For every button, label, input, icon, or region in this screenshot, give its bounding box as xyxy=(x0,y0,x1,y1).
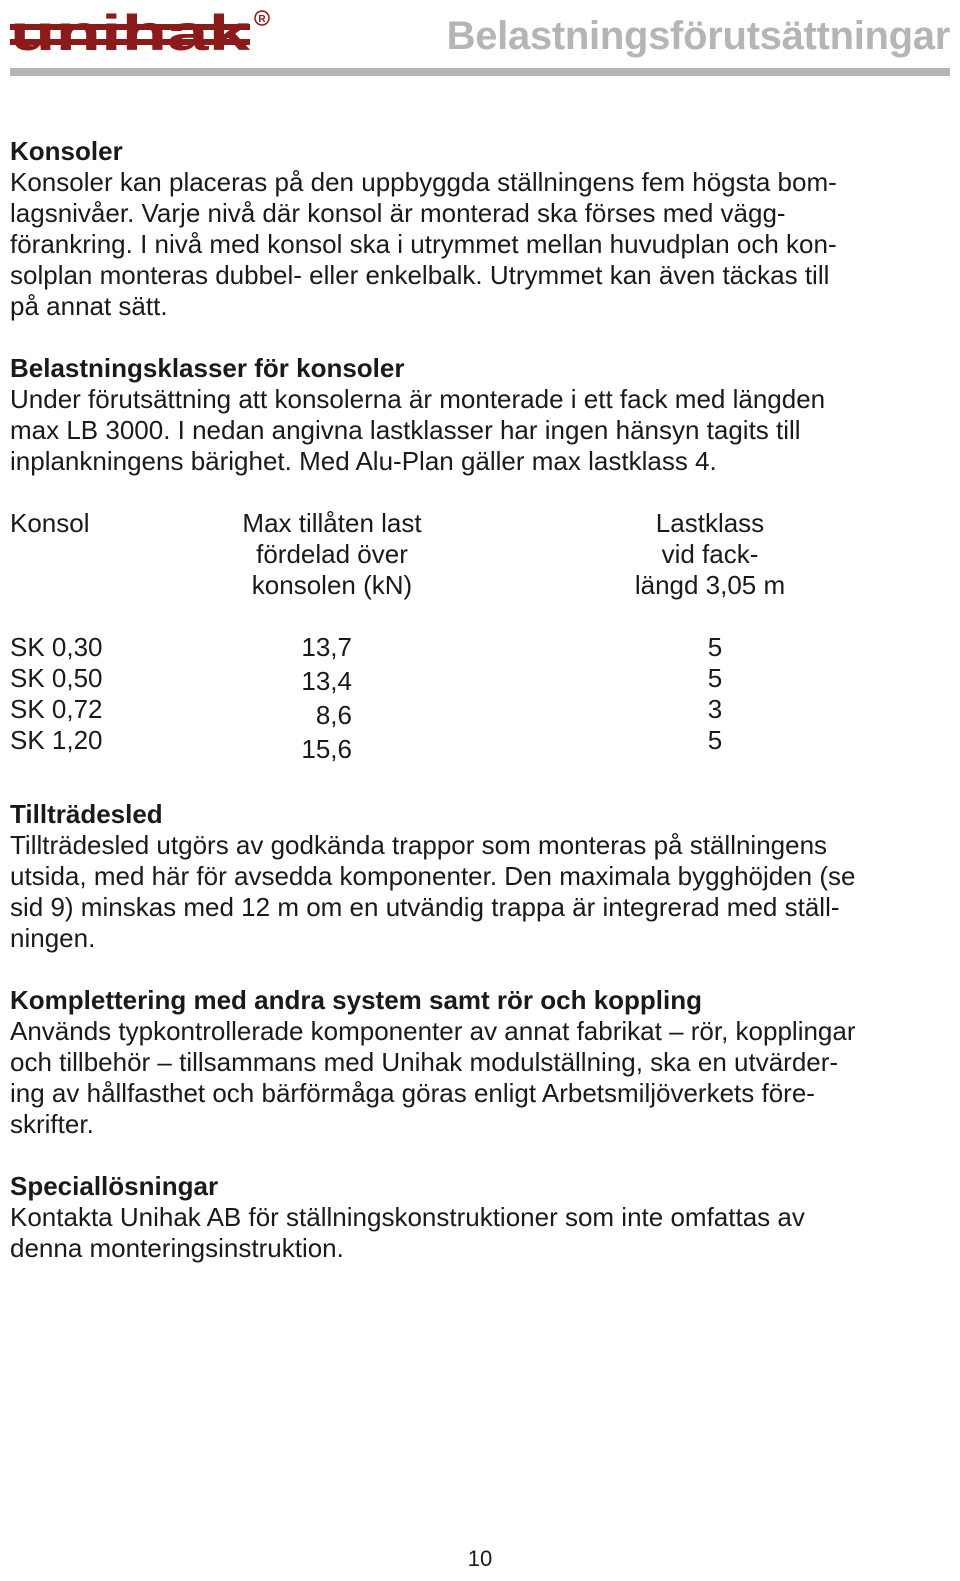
paragraph-line: Kontakta Unihak AB för ställningskonstruktioner som inte omfattas av xyxy=(10,1202,805,1232)
table-row xyxy=(10,632,950,663)
paragraph-line: max LB 3000. I nedan angivna lastklasser har ingen hänsyn tagits till xyxy=(10,415,801,445)
konsol-cell: SK 1,20 xyxy=(10,725,103,755)
column-header-konsol xyxy=(10,508,90,539)
header-line: Max tillåten last xyxy=(242,508,422,538)
section-paragraph xyxy=(10,1202,950,1264)
header-line: fördelad över xyxy=(256,539,408,569)
section-heading: Konsoler xyxy=(10,136,123,166)
paragraph-line: Tillträdesled utgörs av godkända trappor som monteras på ställningens xyxy=(10,830,828,860)
table-row xyxy=(10,663,950,694)
paragraph-line: och tillbehör – tillsammans med Unihak modulställning, ska en utvärder- xyxy=(10,1047,839,1077)
page-title: Belastningsförutsättningar xyxy=(446,14,950,58)
max-load-cell: 13,4 xyxy=(301,666,352,696)
section-komplettering xyxy=(10,985,950,1140)
konsol-cell: SK 0,72 xyxy=(10,694,103,724)
konsol-cell: SK 0,50 xyxy=(10,663,103,693)
load-class-cell: 5 xyxy=(707,725,723,755)
paragraph-line: på annat sätt. xyxy=(10,291,168,321)
paragraph-line: Används typkontrollerade komponenter av annat fabrikat – rör, kopplingar xyxy=(10,1016,856,1046)
paragraph-line: inplankningens bärighet. Med Alu-Plan gäller max lastklass 4. xyxy=(10,446,717,476)
load-class-table xyxy=(10,508,950,768)
section-heading: Speciallösningar xyxy=(10,1171,219,1201)
section-paragraph xyxy=(10,167,950,322)
header-line: konsolen (kN) xyxy=(251,570,413,600)
table-row xyxy=(10,725,950,764)
paragraph-line: sid 9) minskas med 12 m om en utvändig trappa är integrerad med ställ- xyxy=(10,892,840,922)
header-line: Lastklass xyxy=(655,508,765,538)
paragraph-line: ningen. xyxy=(10,923,96,953)
paragraph-line: lagsnivåer. Varje nivå där konsol är monterad ska förses med vägg- xyxy=(10,198,786,228)
max-load-cell: 13,7 xyxy=(301,632,352,662)
svg-text:unihak: unihak xyxy=(10,8,251,58)
page-header xyxy=(0,0,960,80)
load-class-cell: 3 xyxy=(707,694,723,724)
section-speciallosningar xyxy=(10,1171,950,1264)
paragraph-line: ing av hållfasthet och bärförmåga göras enligt Arbetsmiljöverkets före- xyxy=(10,1078,815,1108)
paragraph-line: förankring. I nivå med konsol ska i utrymmet mellan huvudplan och kon- xyxy=(10,229,837,259)
section-heading: Belastningsklasser för konsoler xyxy=(10,353,405,383)
section-konsoler xyxy=(10,136,950,322)
document-body xyxy=(10,136,950,1295)
paragraph-line: utsida, med här för avsedda komponenter. Den maximala bygghöjden (se xyxy=(10,861,856,891)
section-tilltradesled xyxy=(10,799,950,954)
section-heading: Tillträdesled xyxy=(10,799,163,829)
column-header-load-class xyxy=(610,508,810,601)
table-row xyxy=(10,694,950,730)
paragraph-line: skrifter. xyxy=(10,1109,94,1139)
max-load-cell: 15,6 xyxy=(301,734,352,764)
header-line: Konsol xyxy=(10,508,90,538)
konsol-cell: SK 0,30 xyxy=(10,632,103,662)
header-divider xyxy=(10,68,950,76)
max-load-cell: 8,6 xyxy=(315,700,352,730)
column-header-max-load xyxy=(232,508,432,601)
paragraph-line: Konsoler kan placeras på den uppbyggda ställningens fem högsta bom- xyxy=(10,167,837,197)
unihak-logo xyxy=(10,8,272,58)
section-heading: Komplettering med andra system samt rör och koppling xyxy=(10,985,703,1015)
load-class-cell: 5 xyxy=(707,663,723,693)
paragraph-line: denna monteringsinstruktion. xyxy=(10,1233,344,1263)
paragraph-line: Under förutsättning att konsolerna är monterade i ett fack med längden xyxy=(10,384,826,414)
svg-text:R: R xyxy=(258,14,266,25)
paragraph-line: solplan monteras dubbel- eller enkelbalk. Utrymmet kan även täckas till xyxy=(10,260,830,290)
header-line: vid fack- xyxy=(661,539,759,569)
section-paragraph xyxy=(10,830,950,954)
page-number: 10 xyxy=(467,1546,493,1571)
load-class-cell: 5 xyxy=(707,632,723,662)
header-line: längd 3,05 m xyxy=(634,570,786,600)
section-belastningsklasser xyxy=(10,353,950,477)
section-paragraph xyxy=(10,384,950,477)
section-paragraph xyxy=(10,1016,950,1140)
